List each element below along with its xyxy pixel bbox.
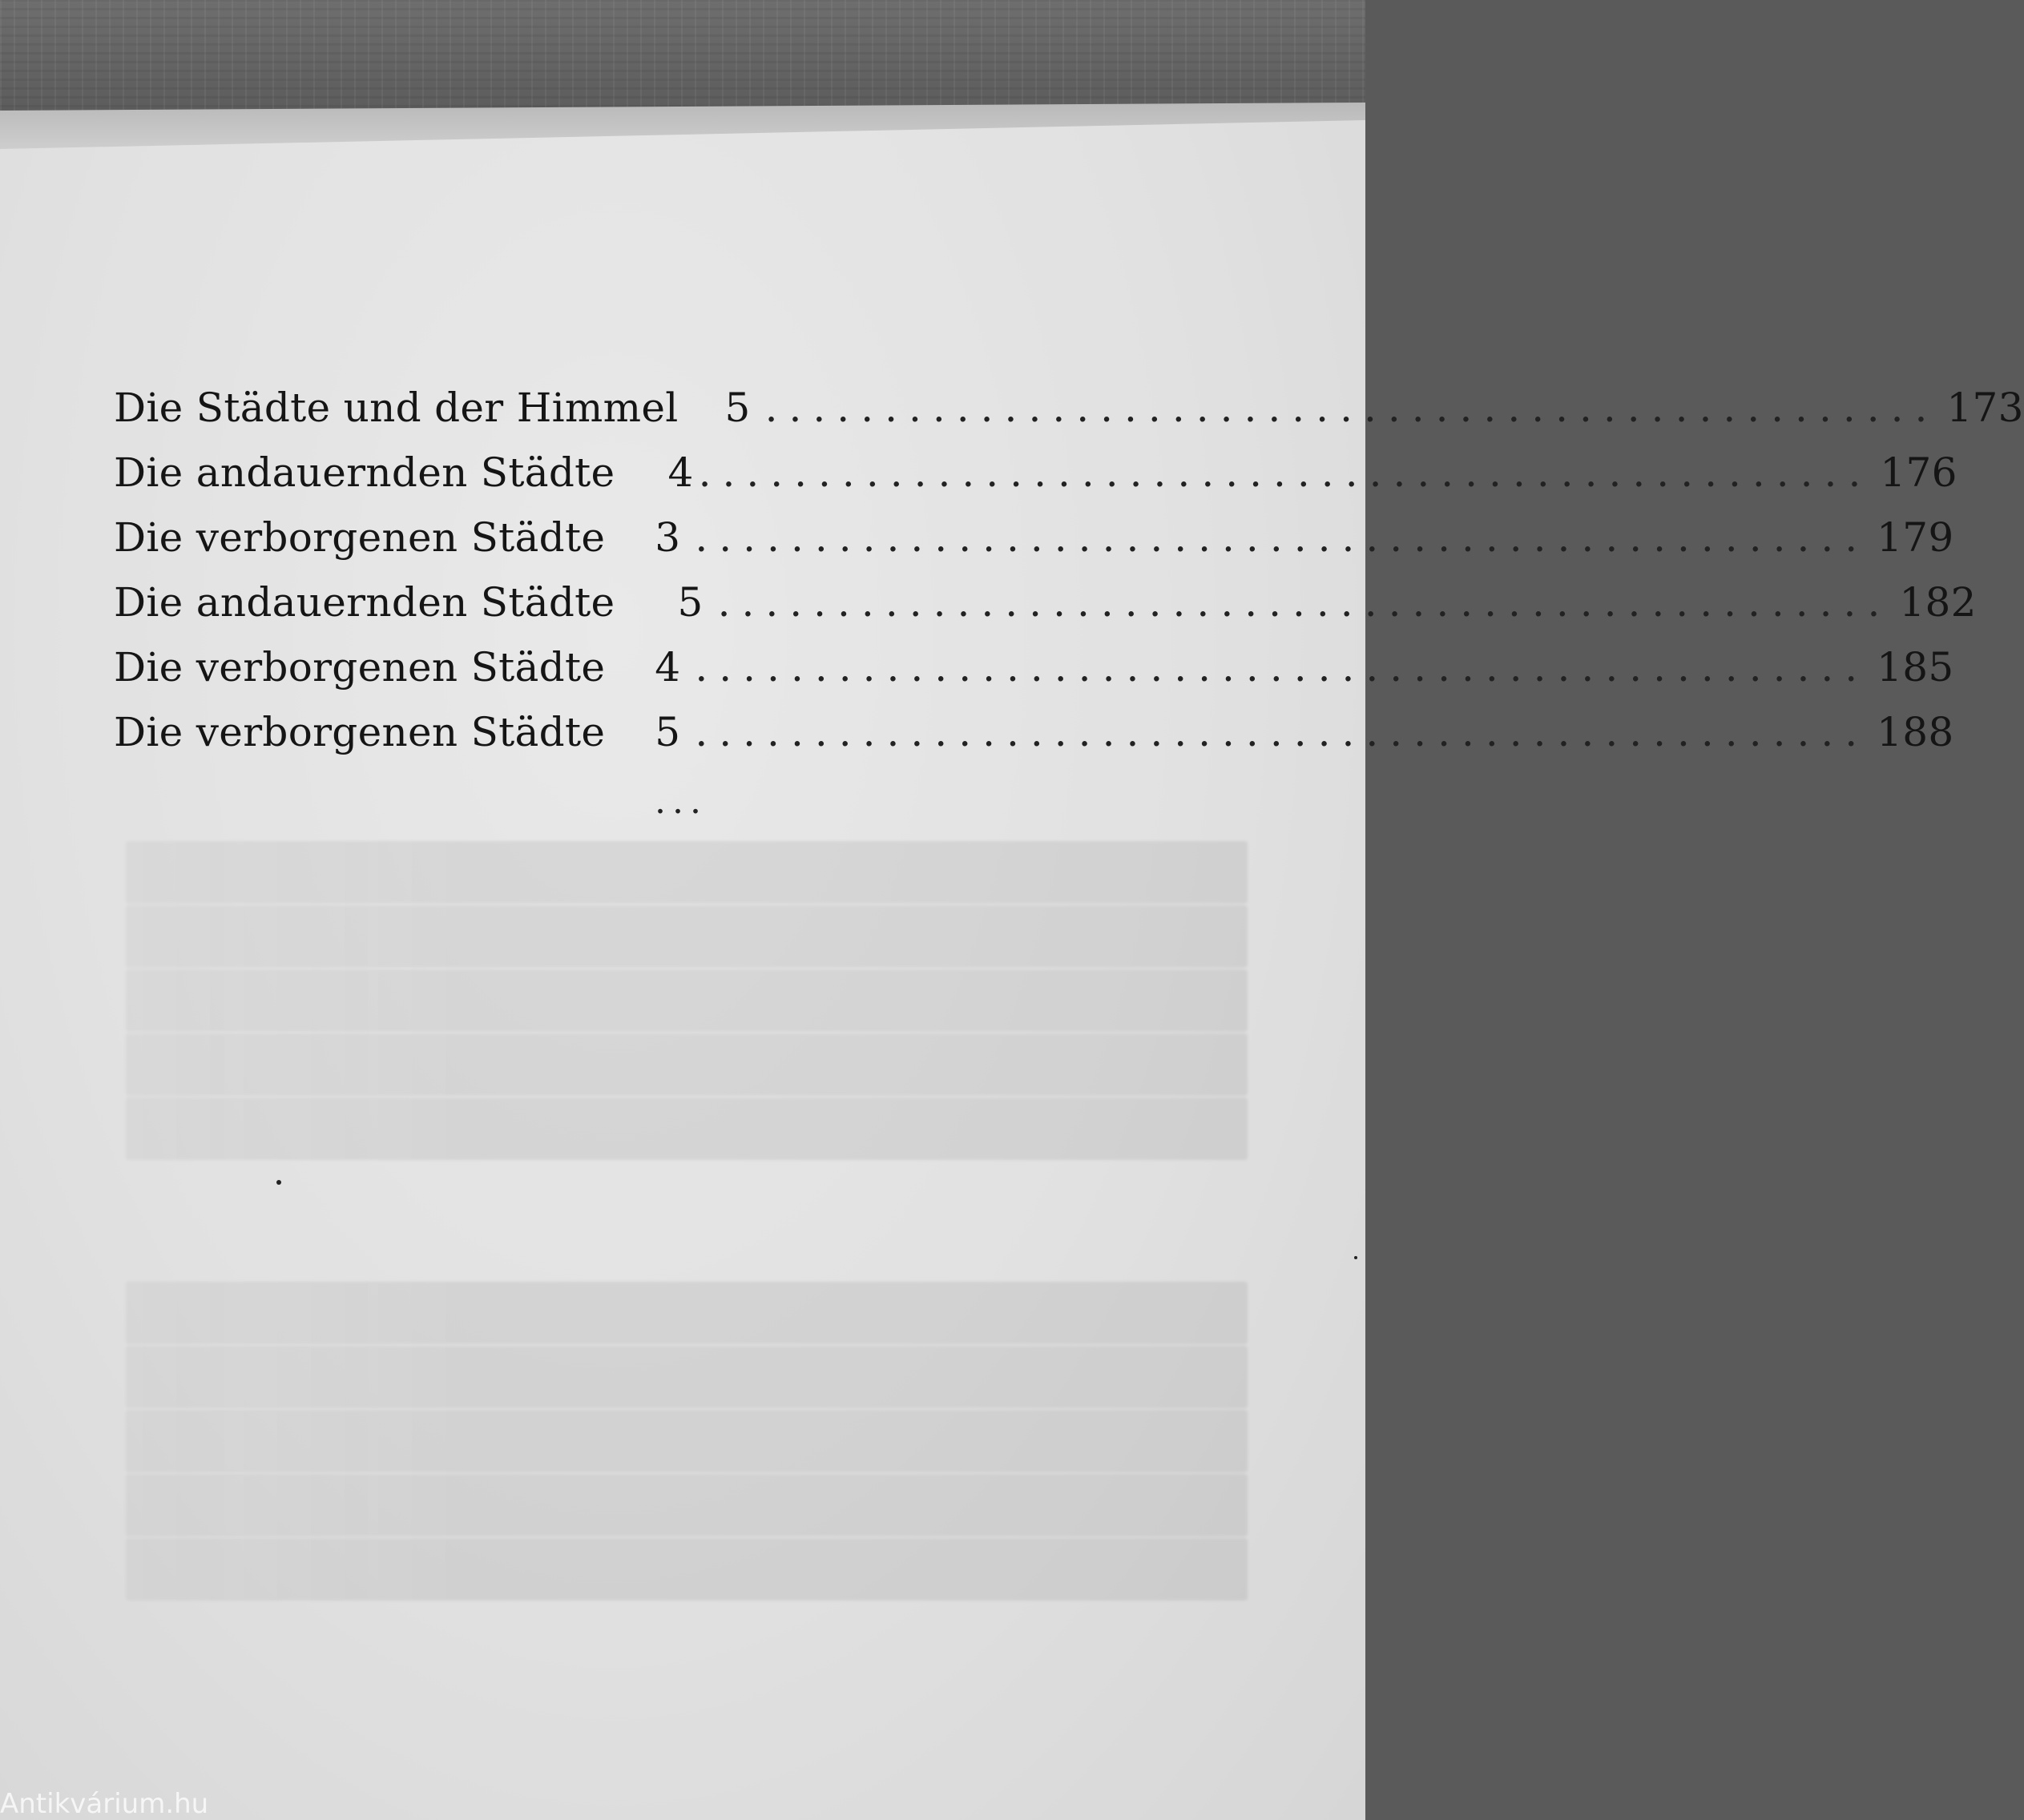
toc-entry-number: 3 bbox=[655, 514, 681, 561]
paper-speck bbox=[1354, 1256, 1357, 1259]
toc-entry-title: Die Städte und der Himmel bbox=[114, 385, 679, 431]
toc-entry-number: 5 bbox=[655, 709, 681, 755]
dot-leader: ................................................. bbox=[698, 449, 1873, 496]
continuation-ellipsis: ... bbox=[655, 781, 708, 822]
toc-entry-number: 5 bbox=[724, 385, 751, 431]
toc-entry-title: Die verborgenen Städte bbox=[114, 514, 606, 561]
book-page bbox=[0, 120, 1365, 1820]
toc-entry-page: 179 bbox=[1877, 514, 1954, 561]
watermark-text: Antikvárium.hu bbox=[0, 1788, 209, 1820]
toc-entry bbox=[114, 514, 1954, 579]
show-through-block-upper bbox=[114, 841, 1248, 1162]
toc-entry-page: 185 bbox=[1877, 644, 1954, 691]
toc-entry-page: 173 bbox=[1946, 385, 2024, 431]
dot-leader: ................................................. bbox=[695, 644, 1869, 691]
toc-entry bbox=[114, 644, 1954, 709]
show-through-block-lower bbox=[114, 1282, 1248, 1602]
toc-entry-page: 176 bbox=[1880, 449, 1957, 496]
toc-entry-title: Die verborgenen Städte bbox=[114, 644, 606, 691]
dot-leader: ................................................. bbox=[695, 514, 1869, 561]
toc-entry bbox=[114, 449, 1957, 514]
dot-leader: ................................................. bbox=[764, 385, 1939, 431]
toc-entry-number: 4 bbox=[655, 644, 681, 691]
toc-entry-page: 188 bbox=[1877, 709, 1954, 755]
toc-entry bbox=[114, 709, 1954, 774]
toc-entry-number: 4 bbox=[667, 449, 694, 496]
toc-entry bbox=[114, 579, 1977, 644]
toc-entry-page: 182 bbox=[1899, 579, 1977, 626]
toc-entry-title: Die andauernden Städte bbox=[114, 579, 615, 626]
table-of-contents bbox=[114, 385, 2024, 774]
toc-entry bbox=[114, 385, 2024, 449]
dot-leader: ................................................. bbox=[695, 709, 1869, 755]
toc-entry-title: Die andauernden Städte bbox=[114, 449, 615, 496]
dot-leader: ................................................. bbox=[717, 579, 1892, 626]
toc-entry-title: Die verborgenen Städte bbox=[114, 709, 606, 755]
toc-entry-number: 5 bbox=[677, 579, 704, 626]
paper-speck bbox=[276, 1180, 281, 1185]
